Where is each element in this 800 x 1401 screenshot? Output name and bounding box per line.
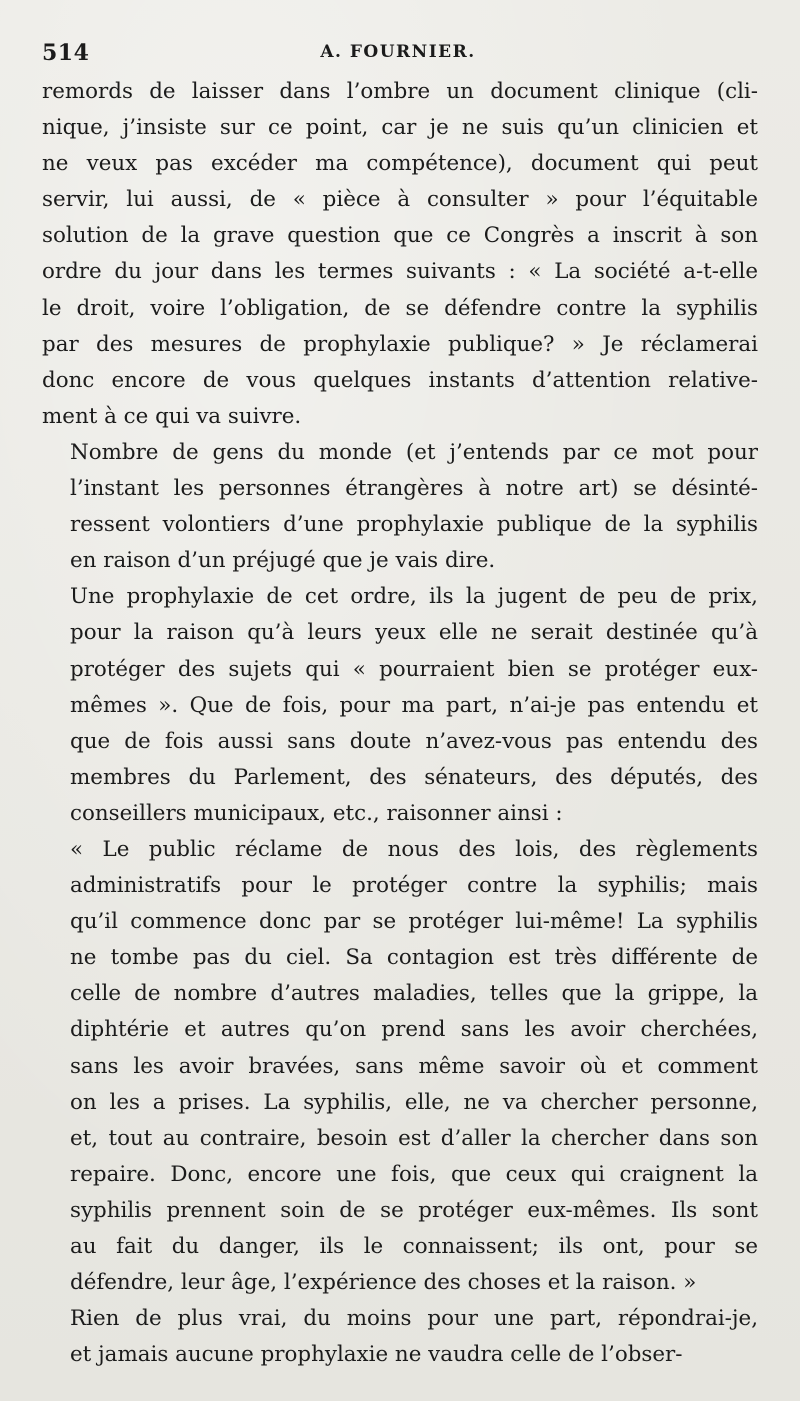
text-line: membres du Parlement, des sénateurs, des députés, des: [70, 764, 758, 790]
text-line: diphtérie et autres qu’on prend sans les avoir cherchées,: [70, 1017, 758, 1043]
paragraph: [42, 832, 758, 1301]
text-line: mêmes ». Que de fois, pour ma part, n’ai-je pas entendu et: [70, 692, 758, 718]
text-line: servir, lui aussi, de « pièce à consulter » pour l’équitable: [42, 187, 758, 213]
text-line: protéger des sujets qui « pourraient bien se protéger eux-: [70, 656, 758, 682]
text-line: ne veux pas excéder ma compétence), document qui peut: [42, 151, 758, 177]
running-head: A. FOURNIER.: [320, 42, 476, 62]
text-line: donc encore de vous quelques instants d’attention relative-: [42, 367, 758, 393]
text-line: nique, j’insiste sur ce point, car je ne suis qu’un clinicien et: [42, 115, 758, 141]
text-line: remords de laisser dans l’ombre un document clinique (cli-: [42, 79, 758, 104]
text-line: défendre, leur âge, l’expérience des choses et la raison. »: [70, 1270, 697, 1296]
text-line: pour la raison qu’à leurs yeux elle ne serait destinée qu’à: [70, 620, 758, 646]
text-line: repaire. Donc, encore une fois, que ceux qui craignent la: [70, 1161, 758, 1187]
text-line: on les a prises. La syphilis, elle, ne va chercher personne,: [70, 1089, 758, 1115]
text-line: ordre du jour dans les termes suivants : « La société a-t-elle: [42, 259, 758, 285]
text-line: en raison d’un préjugé que je vais dire.: [70, 548, 496, 574]
text-line: « Le public réclame de nous des lois, des règlements: [70, 836, 758, 862]
body-text: [42, 74, 758, 1373]
text-line: administratifs pour le protéger contre la syphilis; mais: [70, 873, 758, 899]
text-line: Une prophylaxie de cet ordre, ils la jugent de peu de prix,: [70, 584, 758, 610]
paragraph: [42, 1301, 758, 1373]
text-line: le droit, voire l’obligation, de se défendre contre la syphilis: [42, 295, 758, 321]
text-line: ne tombe pas du ciel. Sa contagion est très différente de: [70, 945, 758, 971]
text-line: par des mesures de prophylaxie publique? » Je réclamerai: [42, 331, 758, 357]
text-line: au fait du danger, ils le connaissent; ils ont, pour se: [70, 1234, 758, 1259]
text-line: syphilis prennent soin de se protéger eux-mêmes. Ils sont: [70, 1197, 758, 1223]
text-line: et jamais aucune prophylaxie ne vaudra celle de l’obser-: [70, 1342, 683, 1368]
paragraph: [42, 435, 758, 579]
paragraph: [42, 579, 758, 832]
text-line: que de fois aussi sans doute n’avez-vous pas entendu des: [70, 728, 758, 754]
text-line: conseillers municipaux, etc., raisonner ainsi :: [70, 800, 563, 826]
paragraph: [42, 74, 758, 435]
text-line: ment à ce qui va suivre.: [42, 403, 302, 429]
page-number: 514: [42, 40, 90, 66]
text-line: solution de la grave question que ce Congrès a inscrit à son: [42, 223, 758, 249]
text-line: qu’il commence donc par se protéger lui-même! La syphilis: [70, 909, 758, 935]
text-line: et, tout au contraire, besoin est d’aller la chercher dans son: [70, 1125, 758, 1151]
text-line: Rien de plus vrai, du moins pour une part, répondrai-je,: [70, 1306, 758, 1332]
text-line: l’instant les personnes étrangères à notre art) se désinté-: [70, 476, 758, 502]
text-line: ressent volontiers d’une prophylaxie publique de la syphilis: [70, 512, 758, 538]
text-line: sans les avoir bravées, sans même savoir où et comment: [70, 1053, 758, 1079]
text-line: Nombre de gens du monde (et j’entends par ce mot pour: [70, 439, 758, 465]
text-line: celle de nombre d’autres maladies, telles que la grippe, la: [70, 981, 758, 1007]
page-header: [42, 40, 754, 68]
